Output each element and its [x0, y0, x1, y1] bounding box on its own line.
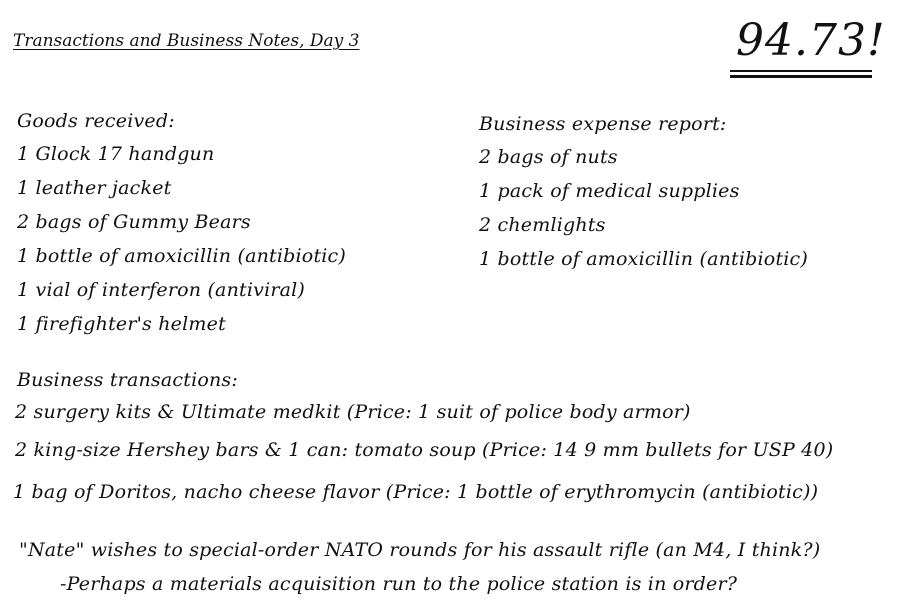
score-double-underline — [730, 75, 872, 78]
list-item: 1 Glock 17 handgun — [17, 143, 215, 165]
list-item: 2 chemlights — [479, 214, 606, 236]
list-item: 1 bag of Doritos, nacho cheese flavor (Price: 1 bottle of erythromycin (antibiotic)) — [13, 481, 819, 503]
note-line-indented: -Perhaps a materials acquisition run to the police station is in order? — [60, 573, 738, 595]
score-display — [730, 14, 886, 74]
list-item: 2 bags of Gummy Bears — [17, 211, 251, 233]
list-item: 2 king-size Hershey bars & 1 can: tomato soup (Price: 14 9 mm bullets for USP 40) — [15, 439, 834, 461]
list-item: 2 surgery kits & Ultimate medkit (Price: 1 suit of police body armor) — [15, 401, 691, 423]
list-item: 1 pack of medical supplies — [479, 180, 740, 202]
transactions-heading: Business transactions: — [17, 369, 238, 391]
note-line: "Nate" wishes to special-order NATO rounds for his assault rifle (an M4, I think?) — [19, 539, 821, 561]
list-item: 1 bottle of amoxicillin (antibiotic) — [17, 245, 347, 267]
page-title: Transactions and Business Notes, Day 3 — [13, 31, 360, 51]
score-value: 94.73! — [736, 15, 886, 66]
score-underline — [730, 70, 872, 72]
list-item: 1 leather jacket — [17, 177, 172, 199]
list-item: 1 firefighter's helmet — [17, 313, 226, 335]
expense-report-heading: Business expense report: — [479, 113, 727, 135]
list-item: 2 bags of nuts — [479, 146, 618, 168]
list-item: 1 vial of interferon (antiviral) — [17, 279, 306, 301]
goods-received-heading: Goods received: — [17, 110, 175, 132]
list-item: 1 bottle of amoxicillin (antibiotic) — [479, 248, 809, 270]
